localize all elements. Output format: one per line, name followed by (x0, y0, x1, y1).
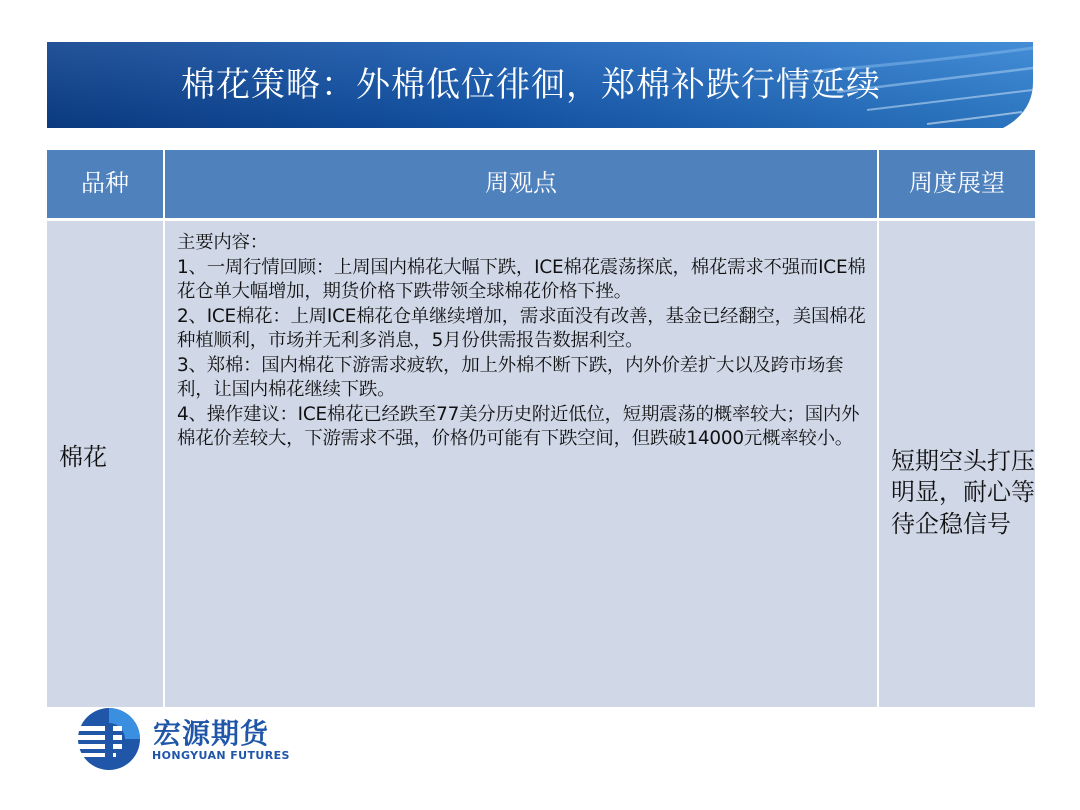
cell-weekly-view (165, 221, 877, 707)
slide-title: 棉花策略：外棉低位徘徊，郑棉补跌行情延续 (181, 65, 881, 105)
cell-weekly-outlook (879, 221, 1035, 707)
header-weekly-view: 周观点 (165, 150, 877, 218)
view-line-review: 1、一周行情回顾：上周国内棉花大幅下跌，ICE棉花震荡探底，棉花需求不强而ICE棉花仓单大幅增加，期货价格下跌带领全球棉花价格下挫。 (177, 256, 866, 302)
header-weekly-outlook: 周度展望 (879, 150, 1035, 218)
view-line-ice: 2、ICE棉花：上周ICE棉花仓单继续增加，需求面没有改善，基金已经翻空，美国棉花种植顺利，市场并无利多消息，5月份供需报告数据利空。 (177, 305, 866, 351)
company-logo (75, 704, 335, 774)
logo-name-en: HONGYUAN FUTURES (152, 749, 290, 762)
view-line-zhengzhou: 3、郑棉：国内棉花下游需求疲软，加上外棉不断下跌，内外价差扩大以及跨市场套利，让国内棉花继续下跌。 (177, 354, 844, 400)
title-banner (47, 42, 1033, 128)
logo-name-cn: 宏源期货 (153, 717, 270, 750)
view-line-advice: 4、操作建议：ICE棉花已经跌至77美分历史附近低位，短期震荡的概率较大；国内外棉花价差较大，下游需求不强，价格仍可能有下跌空间，但跌破14000元概率较小。 (177, 403, 860, 449)
view-line-intro: 主要内容： (177, 232, 268, 253)
outlook-text: 短期空头打压明显，耐心等待企稳信号 (891, 446, 1035, 538)
logo-mark-icon (75, 704, 145, 774)
cell-variety: 棉花 (47, 221, 163, 707)
header-variety: 品种 (47, 150, 163, 218)
strategy-table (47, 150, 1035, 704)
